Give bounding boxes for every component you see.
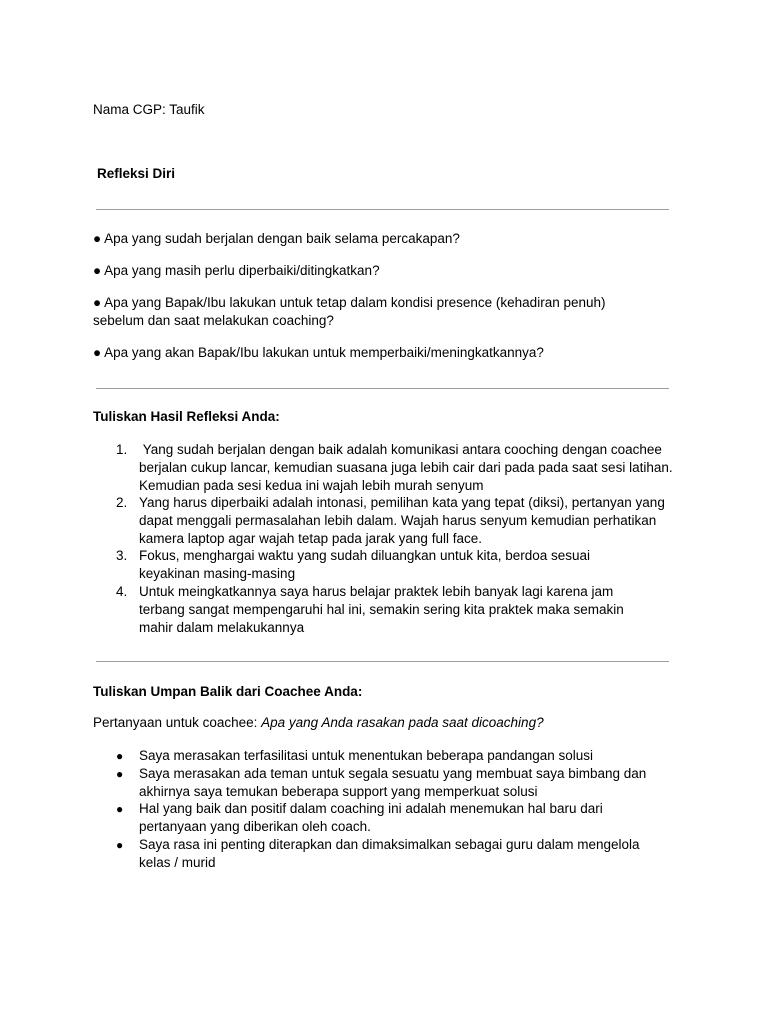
coachee-question (93, 714, 544, 732)
list-item-number: 3. (116, 548, 128, 563)
list-item: Yang harus diperbaiki adalah intonasi, pemilihan kata yang tepat (diksi), pertanyan yang dapat menggali permasalahan lebih dalam. Wajah harus senyum kemudian perhatikan kamera laptop agar wajah tetap pada jarak yang full face. (139, 495, 665, 546)
list-item-number: 4. (116, 584, 128, 599)
list-item-number: 2. (116, 495, 128, 510)
list-item: Saya merasakan ada teman untuk segala sesuatu yang membuat saya bimbang dan akhirnya saya temukan beberapa support yang memperkuat solusi (139, 766, 647, 799)
reflection-question-4: ● Apa yang akan Bapak/Ibu lakukan untuk memperbaiki/meningkatkannya? (93, 345, 544, 360)
list-item: Yang sudah berjalan dengan baik adalah komunikasi antara cooching dengan coachee berjalan cukup lancar, kemudian suasana juga lebih cair dari pada pada saat sesi latihan. Kemudian pada sesi kedua ini wajah lebih murah senyum (139, 442, 677, 493)
reflection-question-1: ● Apa yang sudah berjalan dengan baik selama percakapan? (93, 231, 460, 246)
coachee-question-text: Apa yang Anda rasakan pada saat dicoaching? (261, 715, 544, 730)
coachee-question-label: Pertanyaan untuk coachee: (93, 715, 262, 730)
divider-2 (96, 388, 669, 389)
results-title: Tuliskan Hasil Refleksi Anda: (93, 409, 280, 424)
cgp-name: Nama CGP: Taufik (93, 102, 205, 117)
feedback-title: Tuliskan Umpan Balik dari Coachee Anda: (93, 684, 363, 699)
list-item-number: 1. (116, 442, 128, 457)
list-item: Untuk meingkatkannya saya harus belajar praktek lebih banyak lagi karena jam terbang sangat mempengaruhi hal ini, semakin sering kita praktek maka semakin mahir dalam melakukannya (139, 584, 624, 635)
list-item: Fokus, menghargai waktu yang sudah diluangkan untuk kita, berdoa sesuai keyakinan masing-masing (139, 548, 591, 581)
list-item: Saya merasakan terfasilitasi untuk menentukan beberapa pandangan solusi (139, 748, 594, 763)
bullet-icon: ● (116, 802, 124, 816)
divider-1 (96, 209, 669, 210)
reflection-question-2: ● Apa yang masih perlu diperbaiki/ditingkatkan? (93, 263, 380, 278)
reflection-question-3: ● Apa yang Bapak/Ibu lakukan untuk tetap dalam kondisi presence (kehadiran penuh) sebelum dan saat melakukan coaching? (93, 295, 606, 328)
divider-3 (96, 661, 669, 662)
bullet-icon: ● (116, 767, 124, 781)
bullet-icon: ● (116, 838, 124, 852)
bullet-icon: ● (116, 749, 124, 763)
reflection-title: Refleksi Diri (97, 166, 176, 181)
list-item: Hal yang baik dan positif dalam coaching ini adalah menemukan hal baru dari pertanyaan yang diberikan oleh coach. (139, 801, 603, 834)
list-item: Saya rasa ini penting diterapkan dan dimaksimalkan sebagai guru dalam mengelola kelas / murid (139, 837, 640, 870)
